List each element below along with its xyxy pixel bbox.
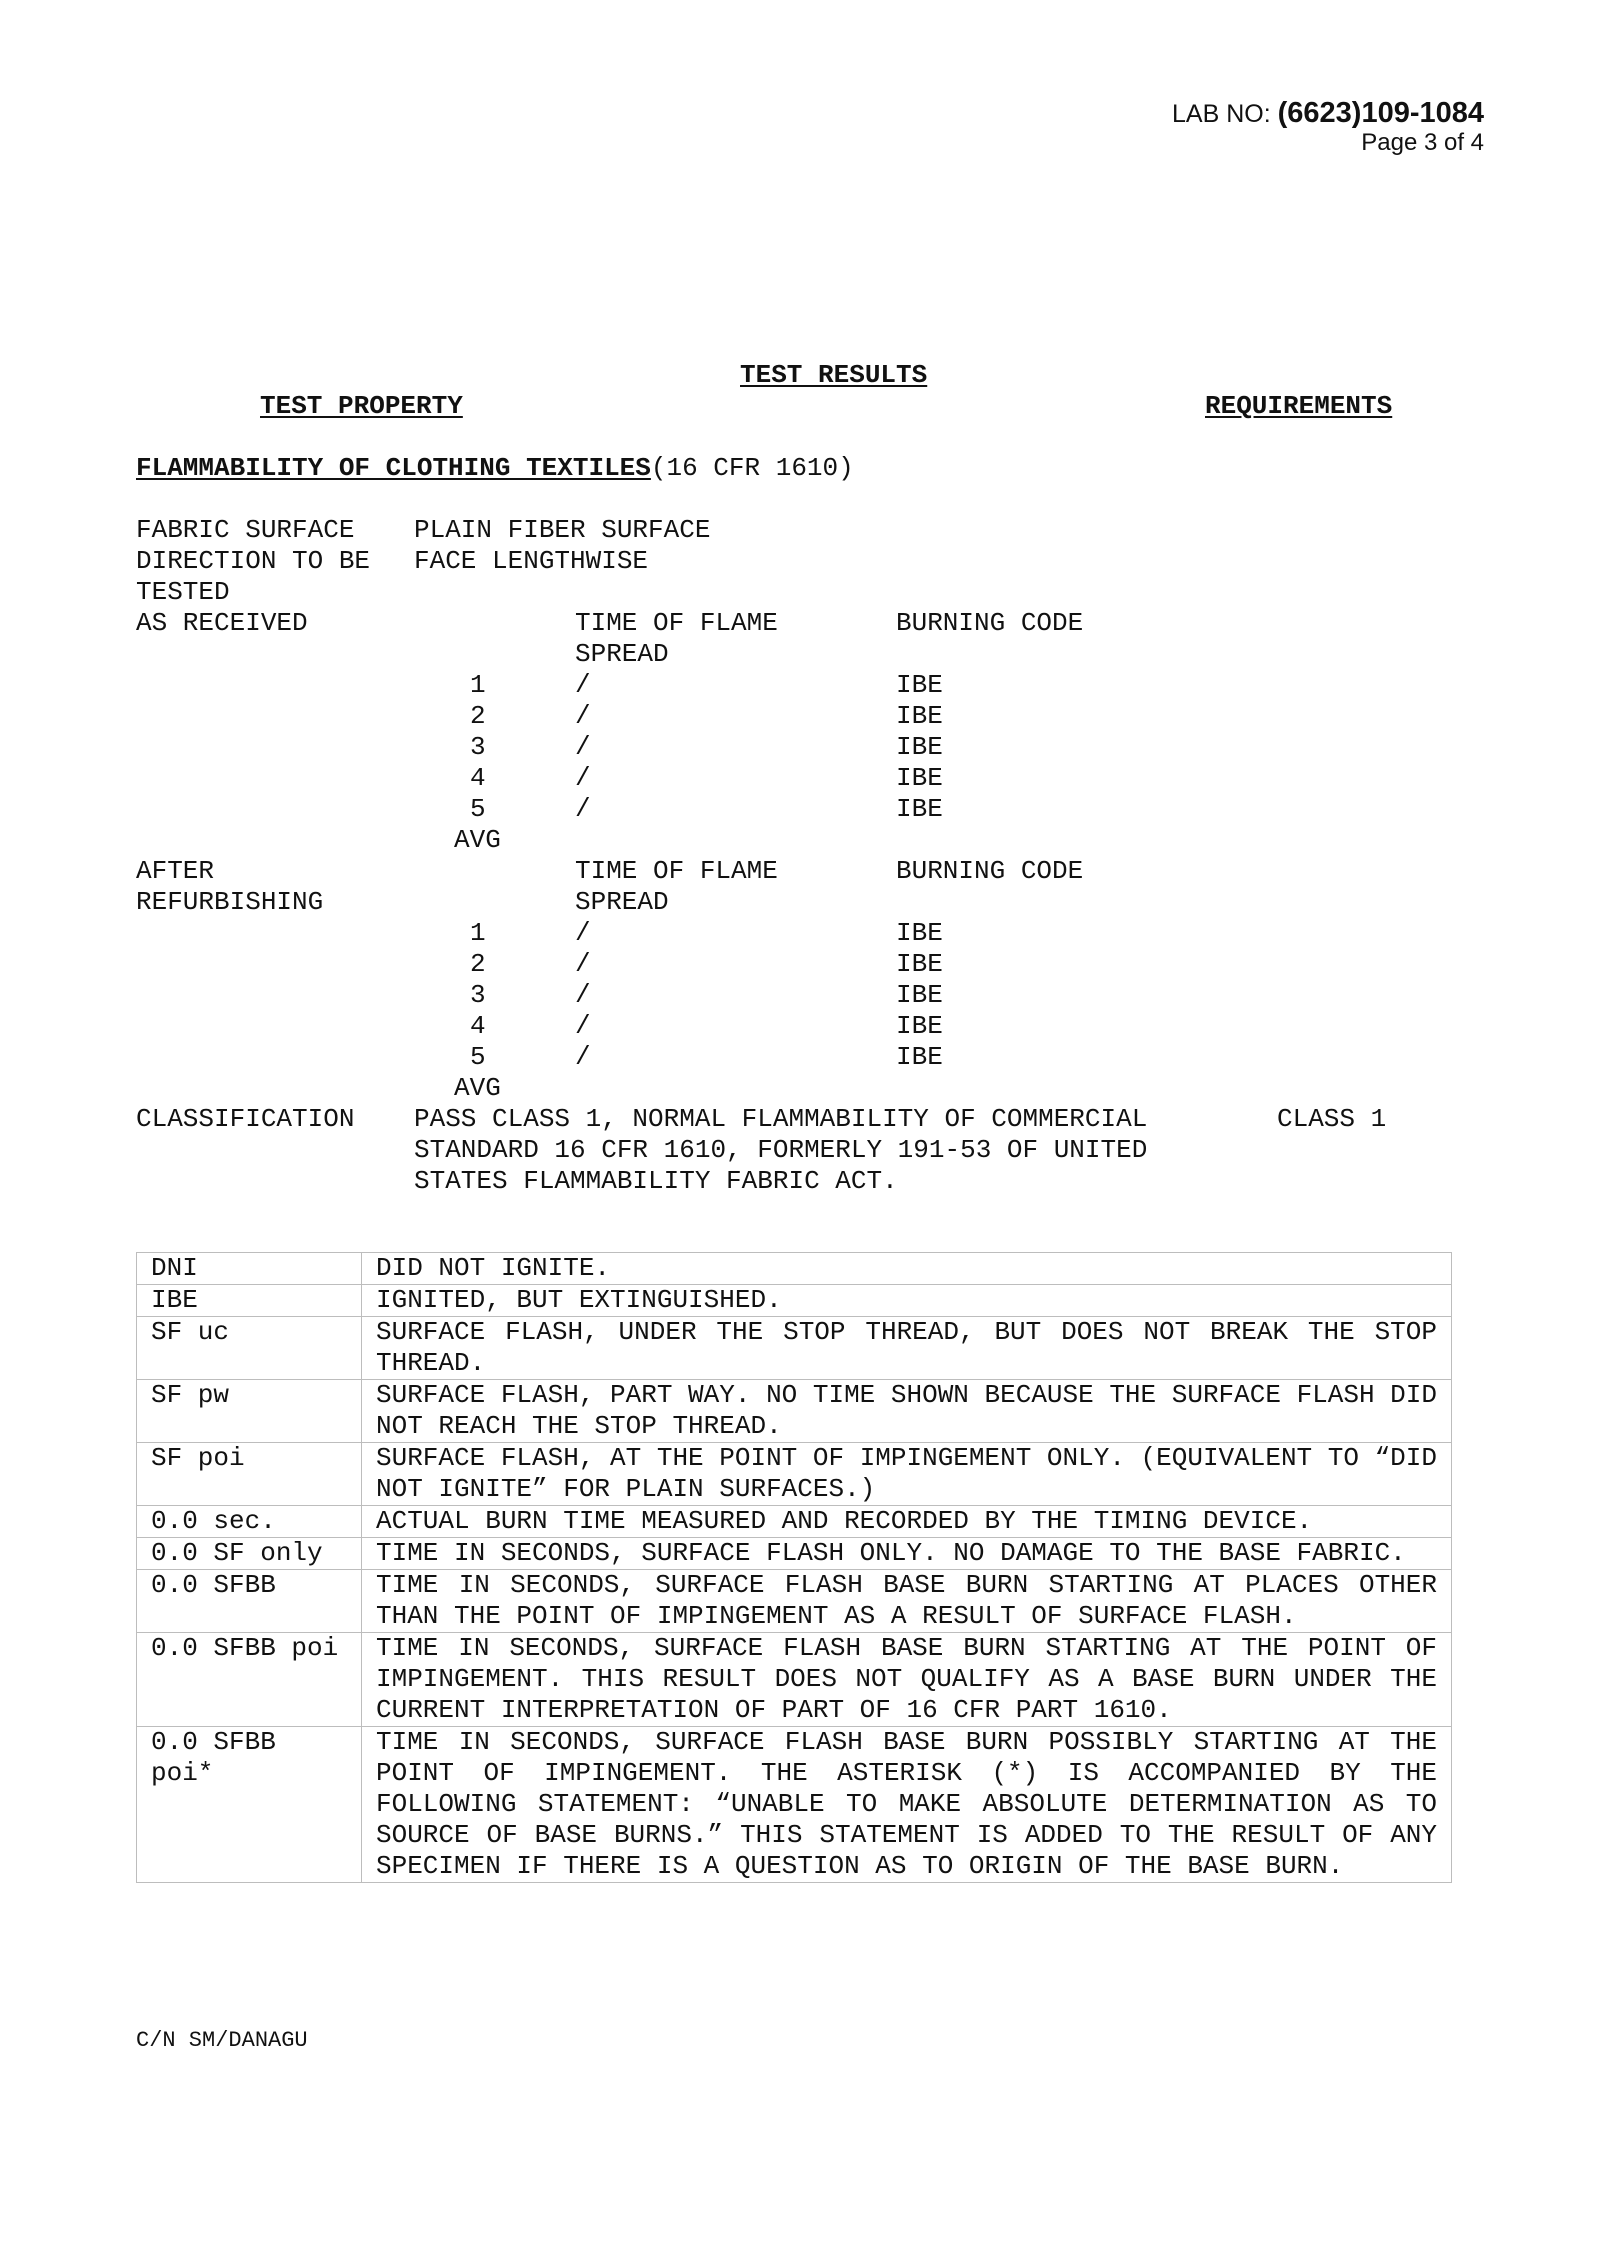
flame-time: /: [575, 1042, 591, 1072]
burning-code: IBE: [896, 980, 943, 1010]
fabric-surface-value: PLAIN FIBER SURFACE: [414, 515, 711, 545]
direction-label: DIRECTION TO BE: [136, 546, 371, 576]
table-row: [137, 1570, 1452, 1633]
legend-description: TIME IN SECONDS, SURFACE FLASH BASE BURN STARTING AT PLACES OTHER THAN THE POINT OF IMPINGEMENT AS A RESULT OF SURFACE FLASH.: [362, 1570, 1452, 1633]
specimen-number: 4: [470, 763, 486, 793]
burning-code-header: BURNING CODE: [896, 856, 1084, 886]
page-number: Page 3 of 4: [1361, 129, 1484, 156]
specimen-number: 4: [470, 1011, 486, 1041]
burning-code: IBE: [896, 732, 943, 762]
flame-time: /: [575, 1011, 591, 1041]
time-of-flame-header: TIME OF FLAME: [575, 608, 778, 638]
burning-code-header: BURNING CODE: [896, 608, 1084, 638]
legend-description: IGNITED, BUT EXTINGUISHED.: [362, 1285, 1452, 1317]
classification-line: STANDARD 16 CFR 1610, FORMERLY 191-53 OF UNITED: [414, 1135, 1148, 1165]
flame-time: /: [575, 670, 591, 700]
table-row: [137, 1538, 1452, 1570]
burning-code: IBE: [896, 1042, 943, 1072]
flame-time: /: [575, 701, 591, 731]
burning-code: IBE: [896, 1011, 943, 1041]
test-property-heading: TEST PROPERTY: [260, 391, 463, 421]
direction-label-cont: TESTED: [136, 577, 230, 607]
legend-description: SURFACE FLASH, PART WAY. NO TIME SHOWN BECAUSE THE SURFACE FLASH DID NOT REACH THE STOP THREAD.: [362, 1380, 1452, 1443]
table-row: [137, 1285, 1452, 1317]
legend-code: 0.0 SF only: [137, 1538, 362, 1570]
legend-description: SURFACE FLASH, AT THE POINT OF IMPINGEMENT ONLY. (EQUIVALENT TO “DID NOT IGNITE” FOR PLAIN SURFACES.): [362, 1443, 1452, 1506]
legend-description: SURFACE FLASH, UNDER THE STOP THREAD, BUT DOES NOT BREAK THE STOP THREAD.: [362, 1317, 1452, 1380]
burning-code-legend-table: [136, 1252, 1452, 1883]
as-received-label: AS RECEIVED: [136, 608, 308, 638]
legend-description: TIME IN SECONDS, SURFACE FLASH ONLY. NO DAMAGE TO THE BASE FABRIC.: [362, 1538, 1452, 1570]
requirements-heading: REQUIREMENTS: [1205, 391, 1393, 421]
average-label: AVG: [454, 1073, 501, 1103]
legend-code: SF uc: [137, 1317, 362, 1380]
flame-time: /: [575, 732, 591, 762]
specimen-number: 5: [470, 794, 486, 824]
specimen-number: 3: [470, 732, 486, 762]
legend-code: 0.0 SFBB: [137, 1570, 362, 1633]
spread-header: SPREAD: [575, 639, 669, 669]
legend-code: 0.0 SFBB poi: [137, 1633, 362, 1727]
legend-code: IBE: [137, 1285, 362, 1317]
burning-code: IBE: [896, 794, 943, 824]
flame-time: /: [575, 949, 591, 979]
legend-code: 0.0 sec.: [137, 1506, 362, 1538]
section-title: [136, 453, 854, 484]
classification-line: PASS CLASS 1, NORMAL FLAMMABILITY OF COMMERCIAL: [414, 1104, 1148, 1134]
legend-code: SF pw: [137, 1380, 362, 1443]
average-label: AVG: [454, 825, 501, 855]
specimen-number: 1: [470, 918, 486, 948]
legend-code: DNI: [137, 1253, 362, 1285]
table-row: [137, 1506, 1452, 1538]
flame-time: /: [575, 918, 591, 948]
table-row: [137, 1727, 1452, 1883]
after-refurbishing-label-cont: REFURBISHING: [136, 887, 324, 917]
burning-code: IBE: [896, 701, 943, 731]
legend-description: DID NOT IGNITE.: [362, 1253, 1452, 1285]
legend-code: SF poi: [137, 1443, 362, 1506]
legend-description: TIME IN SECONDS, SURFACE FLASH BASE BURN STARTING AT THE POINT OF IMPINGEMENT. THIS RESULT DOES NOT QUALIFY AS A BASE BURN UNDER THE CURRENT INTERPRETATION OF PART OF 16 CFR PART 1610.: [362, 1633, 1452, 1727]
lab-number-value: (6623)109-1084: [1277, 97, 1484, 129]
burning-code: IBE: [896, 763, 943, 793]
flame-time: /: [575, 980, 591, 1010]
legend-code: 0.0 SFBB poi*: [137, 1727, 362, 1883]
flame-time: /: [575, 794, 591, 824]
table-row: [137, 1633, 1452, 1727]
specimen-number: 2: [470, 701, 486, 731]
footer-cn: C/N SM/DANAGU: [136, 2028, 308, 2053]
lab-number: [1172, 98, 1484, 129]
legend-description: ACTUAL BURN TIME MEASURED AND RECORDED BY THE TIMING DEVICE.: [362, 1506, 1452, 1538]
specimen-number: 2: [470, 949, 486, 979]
classification-line: STATES FLAMMABILITY FABRIC ACT.: [414, 1166, 898, 1196]
time-of-flame-header: TIME OF FLAME: [575, 856, 778, 886]
direction-value: FACE LENGTHWISE: [414, 546, 649, 576]
spread-header: SPREAD: [575, 887, 669, 917]
table-row: [137, 1443, 1452, 1506]
fabric-surface-label: FABRIC SURFACE: [136, 515, 355, 545]
burning-code: IBE: [896, 670, 943, 700]
burning-code: IBE: [896, 949, 943, 979]
table-row: [137, 1253, 1452, 1285]
section-title-text: FLAMMABILITY OF CLOTHING TEXTILES: [136, 453, 651, 483]
specimen-number: 1: [470, 670, 486, 700]
table-row: [137, 1317, 1452, 1380]
table-row: [137, 1380, 1452, 1443]
section-reference: (16 CFR 1610): [650, 453, 854, 483]
lab-number-label: LAB NO:: [1172, 100, 1278, 128]
flame-time: /: [575, 763, 591, 793]
legend-description: TIME IN SECONDS, SURFACE FLASH BASE BURN POSSIBLY STARTING AT THE POINT OF IMPINGEMENT. THE ASTERISK (*) IS ACCOMPANIED BY THE FOLLOWING STATEMENT: “UNABLE TO MAKE ABSOLUTE DETERMINATION AS TO SOURCE OF BASE BURNS.” THIS STATEMENT IS ADDED TO THE RESULT OF ANY SPECIMEN IF THERE IS A QUESTION AS TO ORIGIN OF THE BASE BURN.: [362, 1727, 1452, 1883]
lab-header: [1172, 98, 1484, 157]
classification-requirement: CLASS 1: [1277, 1104, 1387, 1134]
burning-code: IBE: [896, 918, 943, 948]
test-results-heading: TEST RESULTS: [740, 360, 928, 390]
classification-label: CLASSIFICATION: [136, 1104, 355, 1134]
after-refurbishing-label: AFTER: [136, 856, 215, 886]
specimen-number: 5: [470, 1042, 486, 1072]
specimen-number: 3: [470, 980, 486, 1010]
